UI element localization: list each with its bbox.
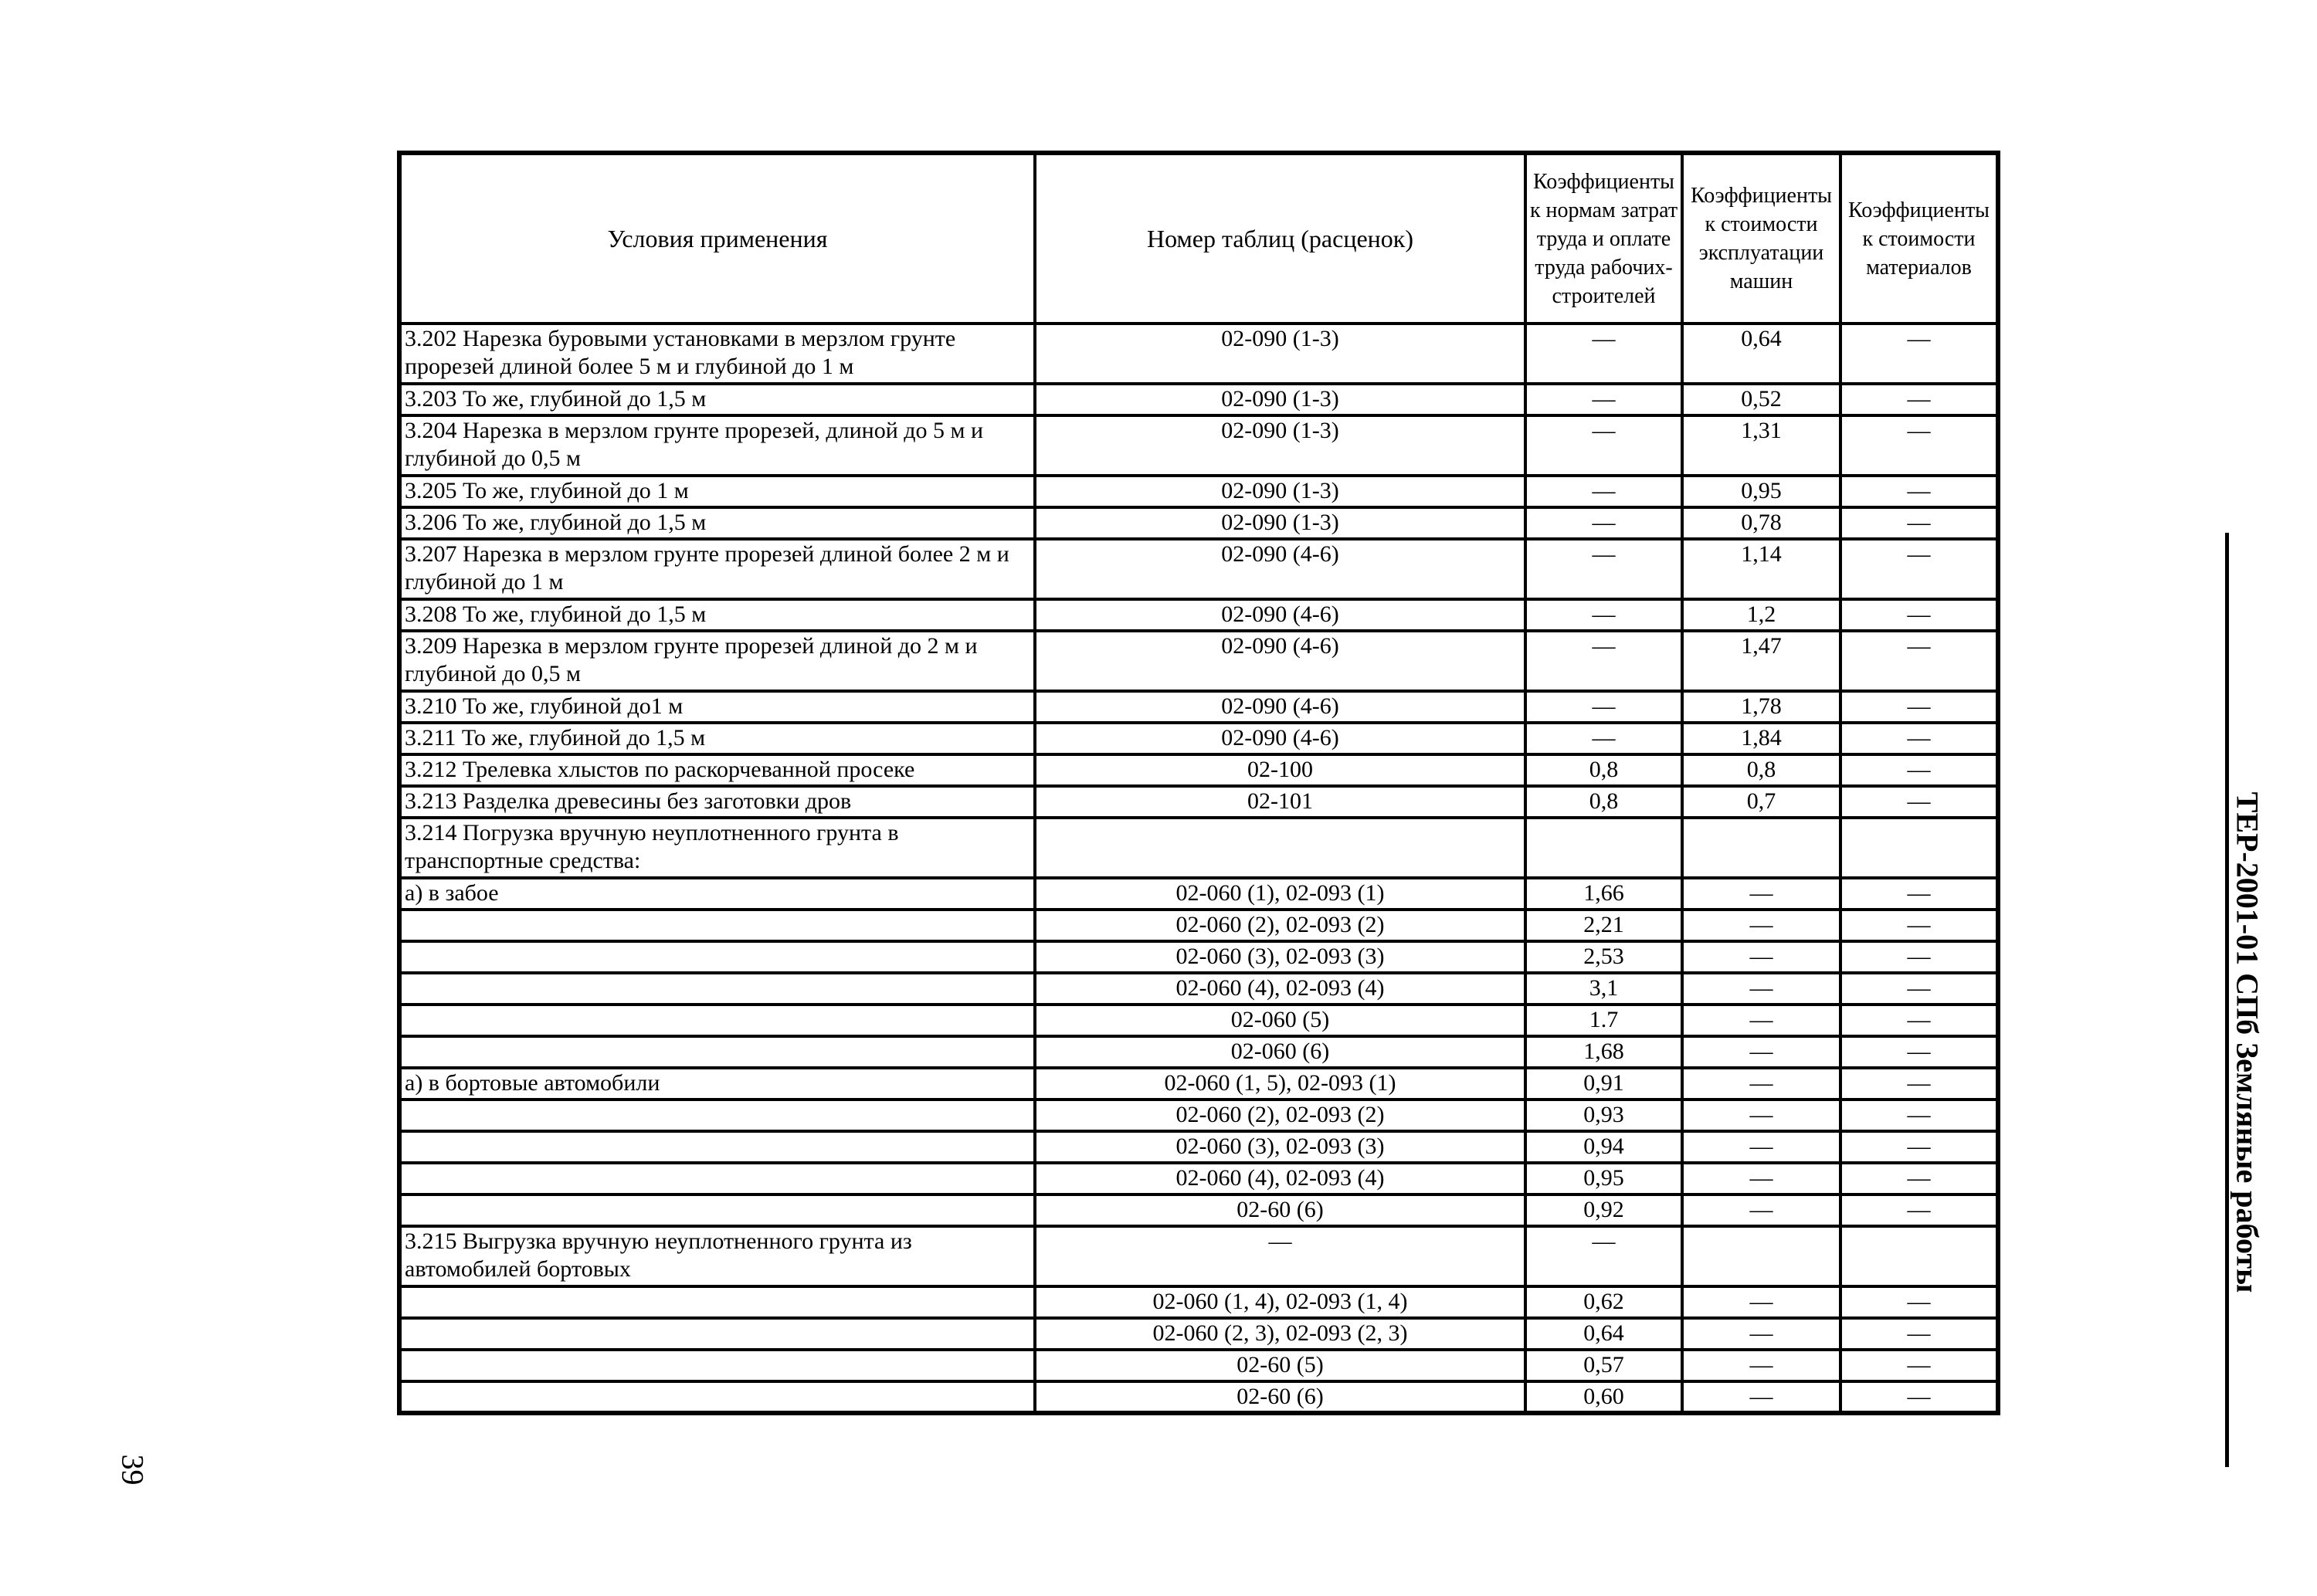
table-number-cell: 02-060 (6): [1035, 1036, 1525, 1068]
material-coefficient-cell: —: [1840, 539, 1998, 599]
table-row: [399, 1226, 1998, 1286]
material-coefficient-cell: —: [1840, 1286, 1998, 1318]
labor-coefficient-cell: 1,66: [1525, 878, 1682, 910]
machine-coefficient-cell: —: [1682, 1068, 1840, 1100]
machine-coefficient-cell: 1,47: [1682, 631, 1840, 691]
material-coefficient-cell: —: [1840, 1163, 1998, 1194]
condition-cell: а) в бортовые автомобили: [399, 1068, 1035, 1100]
condition-cell: [399, 973, 1035, 1005]
material-coefficient-cell: —: [1840, 910, 1998, 941]
condition-cell: [399, 1194, 1035, 1226]
machine-coefficient-cell: [1682, 1226, 1840, 1286]
table-row: [399, 1350, 1998, 1381]
header-labor-coefficients: Коэффициенты к нормам затрат труда и оплате труда рабочих-строителей: [1525, 153, 1682, 324]
table-row: [399, 415, 1998, 476]
table-number-cell: 02-060 (4), 02-093 (4): [1035, 1163, 1525, 1194]
machine-coefficient-cell: —: [1682, 1100, 1840, 1131]
condition-cell: 3.213 Разделка древесины без заготовки дров: [399, 786, 1035, 818]
table-row: [399, 1163, 1998, 1194]
material-coefficient-cell: —: [1840, 507, 1998, 539]
condition-cell: [399, 1286, 1035, 1318]
table-row: [399, 786, 1998, 818]
labor-coefficient-cell: 0,92: [1525, 1194, 1682, 1226]
table-number-cell: 02-060 (3), 02-093 (3): [1035, 941, 1525, 973]
material-coefficient-cell: —: [1840, 1381, 1998, 1413]
condition-cell: 3.206 То же, глубиной до 1,5 м: [399, 507, 1035, 539]
material-coefficient-cell: —: [1840, 754, 1998, 786]
labor-coefficient-cell: 2,21: [1525, 910, 1682, 941]
labor-coefficient-cell: 0,57: [1525, 1350, 1682, 1381]
condition-cell: а) в забое: [399, 878, 1035, 910]
table-number-cell: 02-090 (4-6): [1035, 599, 1525, 631]
labor-coefficient-cell: 1.7: [1525, 1005, 1682, 1036]
machine-coefficient-cell: 0,95: [1682, 476, 1840, 507]
table-number-cell: 02-060 (2), 02-093 (2): [1035, 910, 1525, 941]
condition-cell: [399, 1100, 1035, 1131]
coefficients-table: [397, 151, 2000, 1415]
material-coefficient-cell: —: [1840, 1350, 1998, 1381]
machine-coefficient-cell: 1,2: [1682, 599, 1840, 631]
labor-coefficient-cell: 3,1: [1525, 973, 1682, 1005]
table-row: [399, 599, 1998, 631]
condition-cell: 3.208 То же, глубиной до 1,5 м: [399, 599, 1035, 631]
table-row: [399, 1381, 1998, 1413]
material-coefficient-cell: —: [1840, 324, 1998, 384]
labor-coefficient-cell: —: [1525, 1226, 1682, 1286]
table-number-cell: 02-090 (1-3): [1035, 507, 1525, 539]
table-row: [399, 1005, 1998, 1036]
header-material-coefficients: Коэффициенты к стоимости материалов: [1840, 153, 1998, 324]
table-row: [399, 973, 1998, 1005]
table-number-cell: 02-060 (1), 02-093 (1): [1035, 878, 1525, 910]
material-coefficient-cell: —: [1840, 723, 1998, 754]
machine-coefficient-cell: 0,52: [1682, 384, 1840, 415]
material-coefficient-cell: [1840, 1226, 1998, 1286]
table-number-cell: 02-090 (4-6): [1035, 723, 1525, 754]
labor-coefficient-cell: —: [1525, 631, 1682, 691]
condition-cell: 3.215 Выгрузка вручную неуплотненного грунта из автомобилей бортовых: [399, 1226, 1035, 1286]
table-number-cell: 02-60 (6): [1035, 1194, 1525, 1226]
labor-coefficient-cell: 0,60: [1525, 1381, 1682, 1413]
machine-coefficient-cell: 0,64: [1682, 324, 1840, 384]
condition-cell: [399, 910, 1035, 941]
table-row: [399, 1036, 1998, 1068]
material-coefficient-cell: —: [1840, 1100, 1998, 1131]
table-row: [399, 1286, 1998, 1318]
material-coefficient-cell: —: [1840, 631, 1998, 691]
material-coefficient-cell: —: [1840, 691, 1998, 723]
machine-coefficient-cell: 1,31: [1682, 415, 1840, 476]
table-number-cell: 02-60 (5): [1035, 1350, 1525, 1381]
material-coefficient-cell: —: [1840, 599, 1998, 631]
machine-coefficient-cell: —: [1682, 878, 1840, 910]
condition-cell: 3.203 То же, глубиной до 1,5 м: [399, 384, 1035, 415]
table-header-row: [399, 153, 1998, 324]
table-row: [399, 1318, 1998, 1350]
machine-coefficient-cell: —: [1682, 1318, 1840, 1350]
machine-coefficient-cell: 1,78: [1682, 691, 1840, 723]
table-row: [399, 941, 1998, 973]
machine-coefficient-cell: —: [1682, 1131, 1840, 1163]
material-coefficient-cell: —: [1840, 384, 1998, 415]
table-row: [399, 723, 1998, 754]
table-number-cell: 02-060 (1, 5), 02-093 (1): [1035, 1068, 1525, 1100]
table-number-cell: 02-090 (4-6): [1035, 631, 1525, 691]
machine-coefficient-cell: —: [1682, 1163, 1840, 1194]
labor-coefficient-cell: 0,62: [1525, 1286, 1682, 1318]
labor-coefficient-cell: —: [1525, 507, 1682, 539]
labor-coefficient-cell: 0,94: [1525, 1131, 1682, 1163]
condition-cell: [399, 1381, 1035, 1413]
header-conditions: Условия применения: [399, 153, 1035, 324]
table-number-cell: [1035, 818, 1525, 878]
labor-coefficient-cell: 0,95: [1525, 1163, 1682, 1194]
condition-cell: [399, 1163, 1035, 1194]
material-coefficient-cell: —: [1840, 1318, 1998, 1350]
machine-coefficient-cell: —: [1682, 1286, 1840, 1318]
machine-coefficient-cell: —: [1682, 1036, 1840, 1068]
condition-cell: 3.207 Нарезка в мерзлом грунте прорезей длиной более 2 м и глубиной до 1 м: [399, 539, 1035, 599]
condition-cell: [399, 941, 1035, 973]
table-row: [399, 878, 1998, 910]
material-coefficient-cell: —: [1840, 1005, 1998, 1036]
material-coefficient-cell: —: [1840, 878, 1998, 910]
material-coefficient-cell: —: [1840, 415, 1998, 476]
labor-coefficient-cell: 0,91: [1525, 1068, 1682, 1100]
table-number-cell: 02-090 (4-6): [1035, 539, 1525, 599]
condition-cell: 3.205 То же, глубиной до 1 м: [399, 476, 1035, 507]
table-number-cell: 02-060 (2, 3), 02-093 (2, 3): [1035, 1318, 1525, 1350]
table-row: [399, 1131, 1998, 1163]
table-number-cell: 02-060 (1, 4), 02-093 (1, 4): [1035, 1286, 1525, 1318]
table-number-cell: 02-090 (1-3): [1035, 384, 1525, 415]
machine-coefficient-cell: —: [1682, 910, 1840, 941]
table-body: [399, 324, 1998, 1413]
material-coefficient-cell: —: [1840, 973, 1998, 1005]
side-rule-divider: [2225, 533, 2229, 1467]
header-machine-coefficients: Коэффициенты к стоимости эксплуатации машин: [1682, 153, 1840, 324]
table-number-cell: 02-101: [1035, 786, 1525, 818]
labor-coefficient-cell: —: [1525, 476, 1682, 507]
labor-coefficient-cell: —: [1525, 691, 1682, 723]
page-number: 39: [115, 1454, 151, 1486]
labor-coefficient-cell: 0,8: [1525, 786, 1682, 818]
table-row: [399, 476, 1998, 507]
material-coefficient-cell: [1840, 818, 1998, 878]
table-number-cell: —: [1035, 1226, 1525, 1286]
material-coefficient-cell: —: [1840, 786, 1998, 818]
material-coefficient-cell: —: [1840, 1194, 1998, 1226]
condition-cell: [399, 1318, 1035, 1350]
labor-coefficient-cell: 0,8: [1525, 754, 1682, 786]
table-number-cell: 02-090 (1-3): [1035, 415, 1525, 476]
machine-coefficient-cell: —: [1682, 1381, 1840, 1413]
table-row: [399, 539, 1998, 599]
material-coefficient-cell: —: [1840, 1131, 1998, 1163]
table-row: [399, 507, 1998, 539]
condition-cell: 3.202 Нарезка буровыми установками в мерзлом грунте прорезей длиной более 5 м и глубиной до 1 м: [399, 324, 1035, 384]
machine-coefficient-cell: —: [1682, 1350, 1840, 1381]
machine-coefficient-cell: 0,78: [1682, 507, 1840, 539]
machine-coefficient-cell: —: [1682, 941, 1840, 973]
labor-coefficient-cell: —: [1525, 324, 1682, 384]
table-number-cell: 02-090 (1-3): [1035, 324, 1525, 384]
machine-coefficient-cell: 0,8: [1682, 754, 1840, 786]
machine-coefficient-cell: 1,84: [1682, 723, 1840, 754]
table-number-cell: 02-060 (2), 02-093 (2): [1035, 1100, 1525, 1131]
material-coefficient-cell: —: [1840, 941, 1998, 973]
table-row: [399, 1068, 1998, 1100]
labor-coefficient-cell: 2,53: [1525, 941, 1682, 973]
machine-coefficient-cell: —: [1682, 1005, 1840, 1036]
machine-coefficient-cell: 1,14: [1682, 539, 1840, 599]
machine-coefficient-cell: —: [1682, 1194, 1840, 1226]
material-coefficient-cell: —: [1840, 1036, 1998, 1068]
machine-coefficient-cell: [1682, 818, 1840, 878]
table-row: [399, 631, 1998, 691]
table-number-cell: 02-100: [1035, 754, 1525, 786]
labor-coefficient-cell: —: [1525, 415, 1682, 476]
material-coefficient-cell: —: [1840, 476, 1998, 507]
running-title: ТЕР-2001-01 СПб Земляные работы: [2230, 791, 2265, 1293]
condition-cell: 3.209 Нарезка в мерзлом грунте прорезей длиной до 2 м и глубиной до 0,5 м: [399, 631, 1035, 691]
table-number-cell: 02-090 (1-3): [1035, 476, 1525, 507]
labor-coefficient-cell: 1,68: [1525, 1036, 1682, 1068]
table-number-cell: 02-060 (5): [1035, 1005, 1525, 1036]
condition-cell: [399, 1036, 1035, 1068]
machine-coefficient-cell: —: [1682, 973, 1840, 1005]
labor-coefficient-cell: —: [1525, 599, 1682, 631]
condition-cell: [399, 1131, 1035, 1163]
labor-coefficient-cell: —: [1525, 384, 1682, 415]
condition-cell: [399, 1350, 1035, 1381]
condition-cell: 3.212 Трелевка хлыстов по раскорчеванной просеке: [399, 754, 1035, 786]
table-row: [399, 818, 1998, 878]
table-number-cell: 02-060 (4), 02-093 (4): [1035, 973, 1525, 1005]
labor-coefficient-cell: [1525, 818, 1682, 878]
labor-coefficient-cell: —: [1525, 723, 1682, 754]
condition-cell: 3.204 Нарезка в мерзлом грунте прорезей, длиной до 5 м и глубиной до 0,5 м: [399, 415, 1035, 476]
condition-cell: 3.211 То же, глубиной до 1,5 м: [399, 723, 1035, 754]
table-row: [399, 324, 1998, 384]
table-number-cell: 02-060 (3), 02-093 (3): [1035, 1131, 1525, 1163]
table-row: [399, 691, 1998, 723]
header-table-number: Номер таблиц (расценок): [1035, 153, 1525, 324]
table-number-cell: 02-090 (4-6): [1035, 691, 1525, 723]
labor-coefficient-cell: 0,64: [1525, 1318, 1682, 1350]
table-row: [399, 384, 1998, 415]
condition-cell: 3.214 Погрузка вручную неуплотненного грунта в транспортные средства:: [399, 818, 1035, 878]
labor-coefficient-cell: —: [1525, 539, 1682, 599]
condition-cell: [399, 1005, 1035, 1036]
material-coefficient-cell: —: [1840, 1068, 1998, 1100]
labor-coefficient-cell: 0,93: [1525, 1100, 1682, 1131]
condition-cell: 3.210 То же, глубиной до1 м: [399, 691, 1035, 723]
table-row: [399, 1194, 1998, 1226]
machine-coefficient-cell: 0,7: [1682, 786, 1840, 818]
table-row: [399, 910, 1998, 941]
table-number-cell: 02-60 (6): [1035, 1381, 1525, 1413]
table-row: [399, 1100, 1998, 1131]
table-row: [399, 754, 1998, 786]
